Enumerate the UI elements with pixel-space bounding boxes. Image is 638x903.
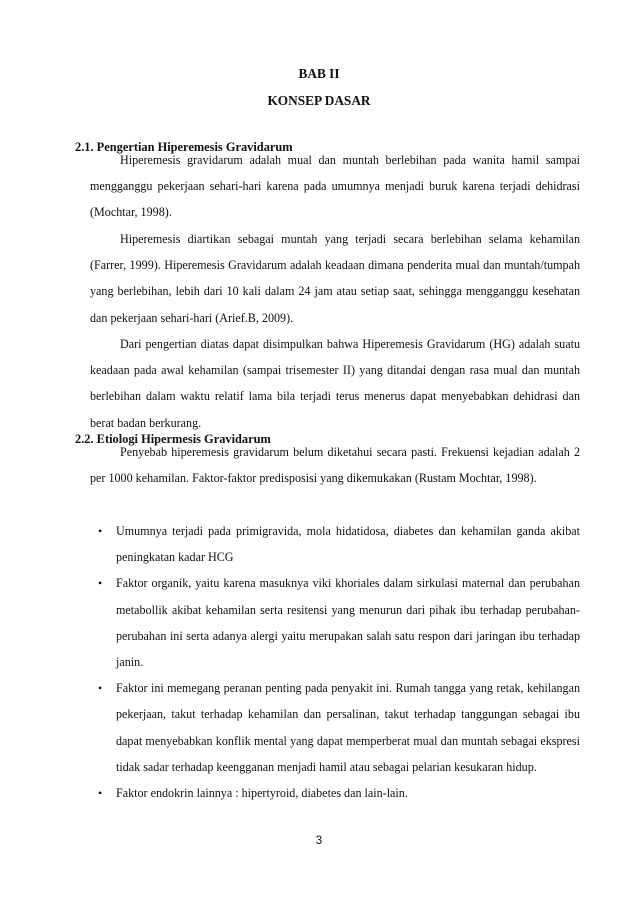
- list-item: • Umumnya terjadi pada primigravida, mola hidatidosa, diabetes dan kehamilan ganda akibat peningkatan kadar HCG: [90, 518, 580, 570]
- list-item: • Faktor endokrin lainnya : hipertyroid, diabetes dan lain-lain.: [90, 780, 580, 806]
- list-item: • Faktor ini memegang peranan penting pada penyakit ini. Rumah tangga yang retak, kehilangan pekerjaan, takut terhadap kehamilan dan persalinan, takut terhadap tanggungan sebagai ibu dapat menyebabkan konflik mental yang dapat memperberat mual dan muntah sebagai ekspresi tidak sadar terhadap keengganan menjadi hamil atau sebagai pelarian kesukaran hidup.: [90, 675, 580, 780]
- bullet-icon: •: [98, 786, 103, 801]
- section-1-paragraph: Dari pengertian diatas dapat disimpulkan bahwa Hiperemesis Gravidarum (HG) adalah suatu keadaan pada awal kehamilan (sampai trisemester II) yang ditandai dengan rasa mual dan muntah berlebihan dalam waktu relatif lama bila terjadi terus menerus dapat menyebabkan dehidrasi dan berat badan berkurang.: [90, 337, 580, 430]
- bullet-icon: •: [98, 681, 103, 696]
- list-item: • Faktor organik, yaitu karena masuknya viki khoriales dalam sirkulasi maternal dan perubahan metabollik akibat kehamilan serta resitensi yang menurun dari pihak ibu terhadap perubahan-perubahan ini serta adanya alergi yaitu merupakan salah satu respon dari jaringan ibu terhadap janin.: [90, 570, 580, 675]
- etiology-bullet-list: [90, 518, 580, 806]
- page-number: 3: [315, 835, 323, 847]
- section-2-heading: 2.2. Etiologi Hipermesis Gravidarum: [75, 432, 271, 446]
- chapter-title: KONSEP DASAR: [267, 93, 371, 108]
- bullet-icon: •: [98, 524, 103, 538]
- chapter-label: BAB II: [298, 66, 340, 81]
- section-1-paragraph: Hiperemesis diartikan sebagai muntah yang terjadi secara berlebihan selama kehamilan (Farrer, 1999). Hiperemesis Gravidarum adalah keadaan dimana penderita mual dan muntah/tumpah yang berlebihan, lebih dari 10 kali dalam 24 jam atau setiap saat, sehingga mengganggu kesehatan dan pekerjaan sehari-hari (Arief.B, 2009).: [90, 232, 580, 325]
- section-1-paragraph: Hiperemesis gravidarum adalah mual dan muntah berlebihan pada wanita hamil sampai mengganggu pekerjaan sehari-hari karena pada umumnya menjadi buruk karena terjadi dehidrasi (Mochtar, 1998).: [90, 153, 580, 220]
- bullet-icon: •: [98, 576, 103, 591]
- section-1-heading: 2.1. Pengertian Hiperemesis Gravidarum: [75, 140, 293, 154]
- section-2-intro: Penyebab hiperemesis gravidarum belum diketahui secara pasti. Frekuensi kejadian adalah 2 per 1000 kehamilan. Faktor-faktor predisposisi yang dikemukakan (Rustam Mochtar, 1998).: [90, 445, 580, 486]
